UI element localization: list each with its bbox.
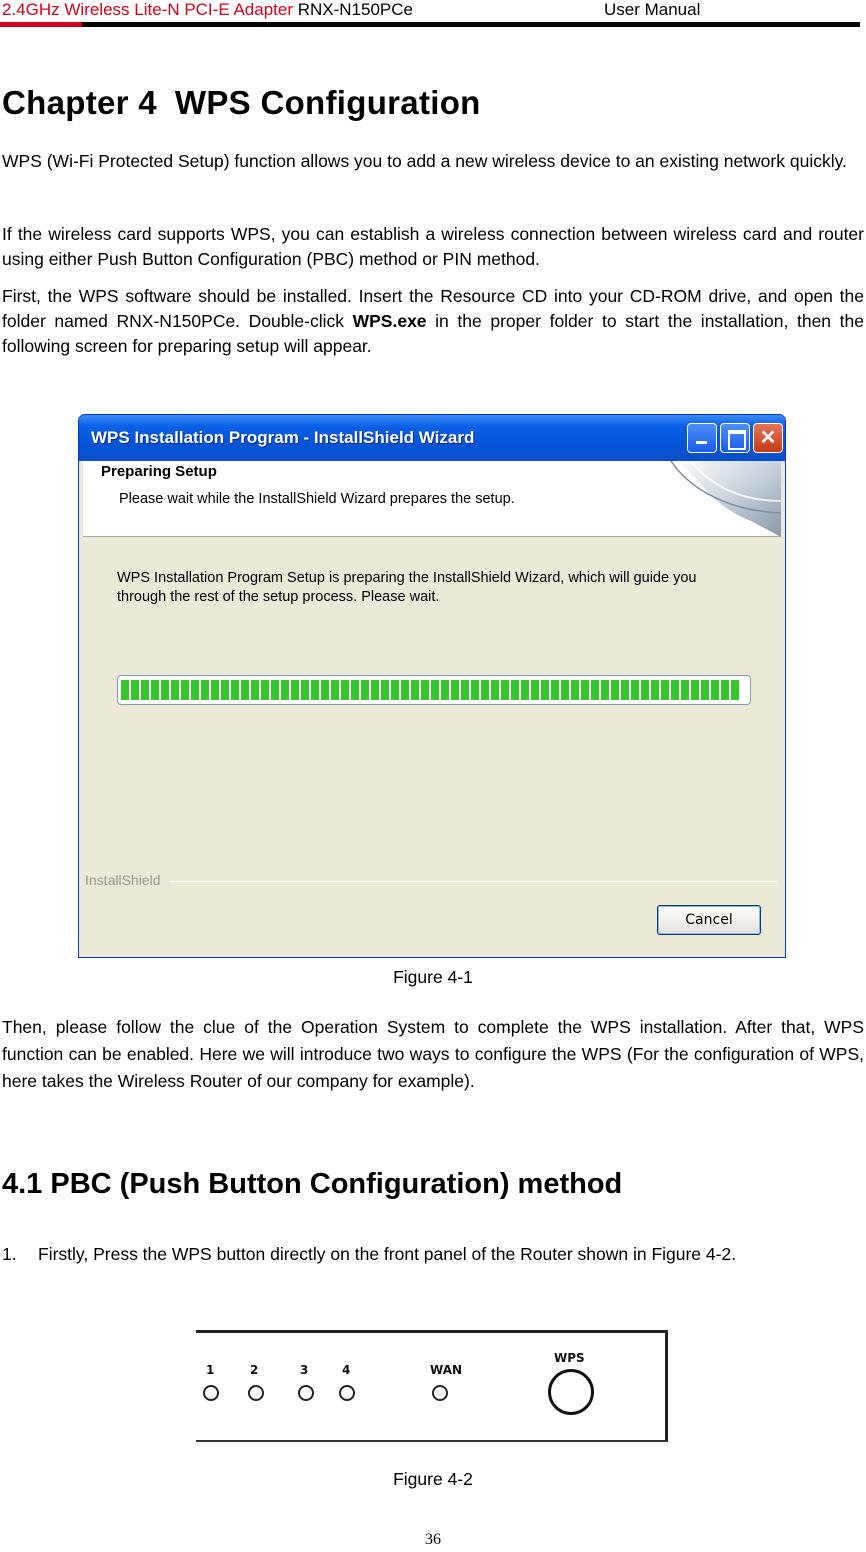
chapter-title: WPS Configuration bbox=[174, 84, 481, 121]
port-2-led bbox=[248, 1385, 264, 1401]
progress-block bbox=[301, 680, 309, 700]
port-label-3: 3 bbox=[300, 1363, 309, 1377]
progress-block bbox=[521, 680, 529, 700]
progress-block bbox=[191, 680, 199, 700]
progress-block bbox=[381, 680, 389, 700]
progress-block bbox=[501, 680, 509, 700]
progress-block bbox=[641, 680, 649, 700]
progress-bar bbox=[117, 675, 751, 705]
after-install-paragraph: Then, please follow the clue of the Operation System to complete the WPS installation. After that, WPS function can be enabled. Here we will introduce two ways to configure the WPS (For the configuration of WPS, here takes the Wireless Router of our company for example). bbox=[2, 1017, 864, 1091]
step-number: 1. bbox=[2, 1244, 17, 1264]
progress-block bbox=[271, 680, 279, 700]
progress-block bbox=[371, 680, 379, 700]
maximize-button[interactable] bbox=[720, 423, 750, 453]
brand-divider bbox=[169, 881, 777, 882]
page-curl-icon bbox=[631, 461, 781, 537]
port-label-1: 1 bbox=[206, 1363, 215, 1377]
router-front-panel bbox=[196, 1330, 668, 1442]
installshield-brand: InstallShield bbox=[85, 872, 161, 888]
progress-block bbox=[461, 680, 469, 700]
progress-block bbox=[711, 680, 719, 700]
header-product: 2.4GHz Wireless Lite-N PCI-E Adapter bbox=[2, 0, 293, 19]
progress-block bbox=[611, 680, 619, 700]
progress-block bbox=[411, 680, 419, 700]
port-label-4: 4 bbox=[342, 1363, 351, 1377]
page-header bbox=[0, 0, 866, 30]
progress-block bbox=[441, 680, 449, 700]
header-manual-label: User Manual bbox=[604, 0, 701, 19]
progress-block bbox=[401, 680, 409, 700]
wps-methods-paragraph: If the wireless card supports WPS, you can establish a wireless connection between wireless card and router using either Push Button Configuration (PBC) method or PIN method. bbox=[2, 224, 864, 269]
progress-block bbox=[651, 680, 659, 700]
progress-block bbox=[121, 680, 129, 700]
progress-block bbox=[671, 680, 679, 700]
wan-label: WAN bbox=[430, 1363, 463, 1377]
progress-block bbox=[241, 680, 249, 700]
section-heading bbox=[2, 1168, 622, 1201]
header-model: RNX-N150PCe bbox=[297, 0, 413, 19]
progress-block bbox=[731, 680, 739, 700]
wizard-header-panel bbox=[83, 461, 781, 537]
figure-4-1-caption: Figure 4-1 bbox=[393, 967, 473, 987]
progress-block bbox=[581, 680, 589, 700]
window-title-bar bbox=[79, 415, 785, 461]
progress-block bbox=[171, 680, 179, 700]
progress-fill bbox=[121, 679, 747, 701]
progress-block bbox=[211, 680, 219, 700]
close-icon: ✕ bbox=[759, 427, 777, 449]
install-text-b: in the proper folder to start the installation, then the following screen for preparing setup will appear. bbox=[2, 311, 864, 356]
port-label-2: 2 bbox=[250, 1363, 259, 1377]
progress-block bbox=[261, 680, 269, 700]
wps-button bbox=[548, 1369, 594, 1415]
installshield-window bbox=[78, 414, 786, 958]
progress-block bbox=[541, 680, 549, 700]
port-1-led bbox=[203, 1385, 219, 1401]
progress-block bbox=[281, 680, 289, 700]
intro-paragraph: WPS (Wi-Fi Protected Setup) function allows you to add a new wireless device to an existing network quickly. bbox=[2, 151, 847, 171]
progress-block bbox=[201, 680, 209, 700]
progress-block bbox=[311, 680, 319, 700]
progress-block bbox=[531, 680, 539, 700]
progress-block bbox=[181, 680, 189, 700]
header-rule-black bbox=[82, 22, 860, 27]
install-exe-name: WPS.exe bbox=[352, 311, 427, 331]
progress-block bbox=[481, 680, 489, 700]
progress-block bbox=[551, 680, 559, 700]
progress-block bbox=[511, 680, 519, 700]
progress-block bbox=[231, 680, 239, 700]
progress-block bbox=[151, 680, 159, 700]
progress-block bbox=[721, 680, 729, 700]
progress-block bbox=[421, 680, 429, 700]
progress-block bbox=[631, 680, 639, 700]
wizard-subheading: Please wait while the InstallShield Wizard prepares the setup. bbox=[119, 491, 515, 507]
chapter-number: Chapter 4 bbox=[2, 84, 157, 121]
close-button[interactable] bbox=[753, 423, 783, 453]
progress-block bbox=[571, 680, 579, 700]
progress-block bbox=[321, 680, 329, 700]
port-3-led bbox=[298, 1385, 314, 1401]
progress-block bbox=[561, 680, 569, 700]
section-number: 4.1 bbox=[2, 1168, 43, 1200]
port-4-led bbox=[339, 1385, 355, 1401]
progress-block bbox=[221, 680, 229, 700]
progress-block bbox=[661, 680, 669, 700]
progress-block bbox=[161, 680, 169, 700]
progress-block bbox=[351, 680, 359, 700]
progress-block bbox=[591, 680, 599, 700]
wizard-message: WPS Installation Program Setup is preparing the InstallShield Wizard, which will guide you through the rest of the setup process. Please wait. bbox=[117, 570, 697, 605]
progress-block bbox=[341, 680, 349, 700]
progress-block bbox=[431, 680, 439, 700]
progress-block bbox=[331, 680, 339, 700]
progress-block bbox=[451, 680, 459, 700]
section-title: PBC (Push Button Configuration) method bbox=[50, 1168, 623, 1200]
progress-block bbox=[361, 680, 369, 700]
progress-block bbox=[471, 680, 479, 700]
progress-block bbox=[621, 680, 629, 700]
cancel-button[interactable]: Cancel bbox=[657, 905, 761, 935]
minimize-button[interactable] bbox=[687, 423, 717, 453]
figure-4-2-caption: Figure 4-2 bbox=[393, 1469, 473, 1489]
page-number: 36 bbox=[425, 1531, 441, 1548]
install-paragraph bbox=[2, 284, 864, 359]
progress-block bbox=[701, 680, 709, 700]
progress-block bbox=[601, 680, 609, 700]
wizard-heading: Preparing Setup bbox=[101, 463, 217, 480]
window-title: WPS Installation Program - InstallShield Wizard bbox=[91, 428, 475, 447]
chapter-heading bbox=[2, 84, 481, 122]
progress-block bbox=[141, 680, 149, 700]
progress-block bbox=[251, 680, 259, 700]
progress-block bbox=[131, 680, 139, 700]
install-text-a: First, the WPS software should be installed. Insert the Resource CD into your CD-ROM drive, and open the folder named RNX-N150PCe. Double-click bbox=[2, 286, 864, 331]
progress-block bbox=[681, 680, 689, 700]
wan-led bbox=[432, 1385, 448, 1401]
header-title bbox=[2, 0, 413, 20]
progress-block bbox=[391, 680, 399, 700]
header-rule-red bbox=[0, 22, 82, 27]
progress-block bbox=[491, 680, 499, 700]
wps-label: WPS bbox=[554, 1351, 585, 1365]
progress-block bbox=[691, 680, 699, 700]
step-text: Firstly, Press the WPS button directly on the front panel of the Router shown in Figure 4-2. bbox=[38, 1244, 737, 1264]
progress-block bbox=[291, 680, 299, 700]
